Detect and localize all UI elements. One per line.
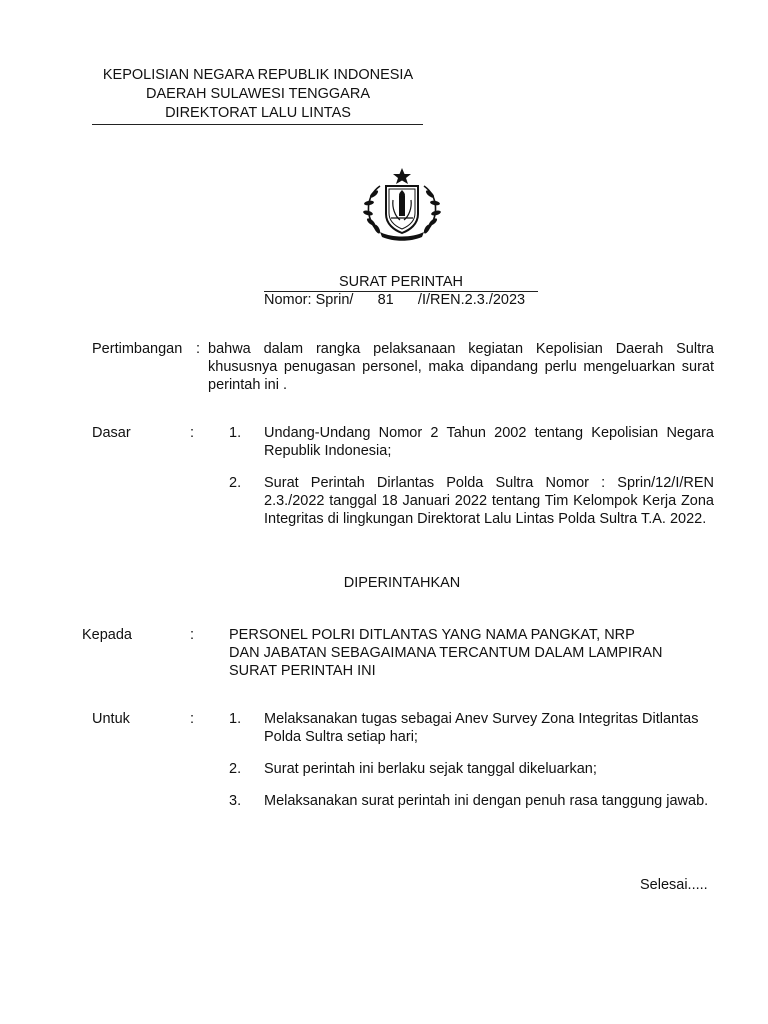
untuk-item-2-text: Surat perintah ini berlaku sejak tanggal dikeluarkan;: [264, 761, 597, 777]
letterhead-line-2: DAERAH SULAWESI TENGGARA: [146, 86, 370, 102]
pertimbangan-colon: :: [196, 341, 201, 357]
kepada-line-1: PERSONEL POLRI DITLANTAS YANG NAMA PANGKAT, NRP: [229, 627, 635, 643]
dasar-colon: :: [190, 425, 195, 441]
dasar-item-2-number: 2.: [229, 475, 242, 491]
polri-emblem-icon: [356, 166, 448, 242]
document-title: SURAT PERINTAH: [264, 274, 538, 292]
untuk-item-1-text: Melaksanakan tugas sebagai Anev Survey Zona Integritas Ditlantas Polda Sultra setiap hari;: [264, 711, 699, 745]
dasar-label: Dasar: [92, 425, 131, 441]
pertimbangan-text: bahwa dalam rangka pelaksanaan kegiatan Kepolisian Daerah Sultra khususnya penugasan personel, maka dipandang perlu mengeluarkan surat perintah ini .: [208, 341, 714, 393]
document-number: Nomor: Sprin/ 81 /I/REN.2.3./2023: [264, 292, 526, 308]
letterhead-rule: [92, 124, 423, 125]
kepada-text: [229, 626, 719, 680]
pertimbangan-label: Pertimbangan: [92, 341, 183, 357]
untuk-item-2-number: 2.: [229, 761, 242, 777]
kepada-line-2: DAN JABATAN SEBAGAIMANA TERCANTUM DALAM LAMPIRAN: [229, 645, 663, 661]
closing-text: Selesai.....: [640, 877, 708, 893]
untuk-label: Untuk: [92, 711, 130, 727]
kepada-label: Kepada: [82, 627, 132, 643]
dasar-item-1-number: 1.: [229, 425, 242, 441]
letterhead-line-1: KEPOLISIAN NEGARA REPUBLIK INDONESIA: [102, 67, 414, 83]
diperintahkan-heading: DIPERINTAHKAN: [343, 575, 461, 591]
kepada-line-3: SURAT PERINTAH INI: [229, 663, 376, 679]
untuk-item-3-text: Melaksanakan surat perintah ini dengan penuh rasa tanggung jawab.: [264, 793, 709, 809]
untuk-item-3-number: 3.: [229, 793, 242, 809]
letterhead-line-3: DIREKTORAT LALU LINTAS: [165, 105, 351, 121]
dasar-item-2-text: Surat Perintah Dirlantas Polda Sultra Nomor : Sprin/12/I/REN 2.3./2022 tanggal 18 Januari 2022 tentang Tim Kelompok Kerja Zona Integritas di lingkungan Direktorat Lalu Lintas Polda Sultra T.A. 2022.: [264, 475, 714, 527]
kepada-colon: :: [190, 627, 195, 643]
dasar-item-1-text: Undang-Undang Nomor 2 Tahun 2002 tentang Kepolisian Negara Republik Indonesia;: [264, 425, 714, 459]
untuk-colon: :: [190, 711, 195, 727]
letterhead: [88, 66, 428, 123]
untuk-item-1-number: 1.: [229, 711, 242, 727]
